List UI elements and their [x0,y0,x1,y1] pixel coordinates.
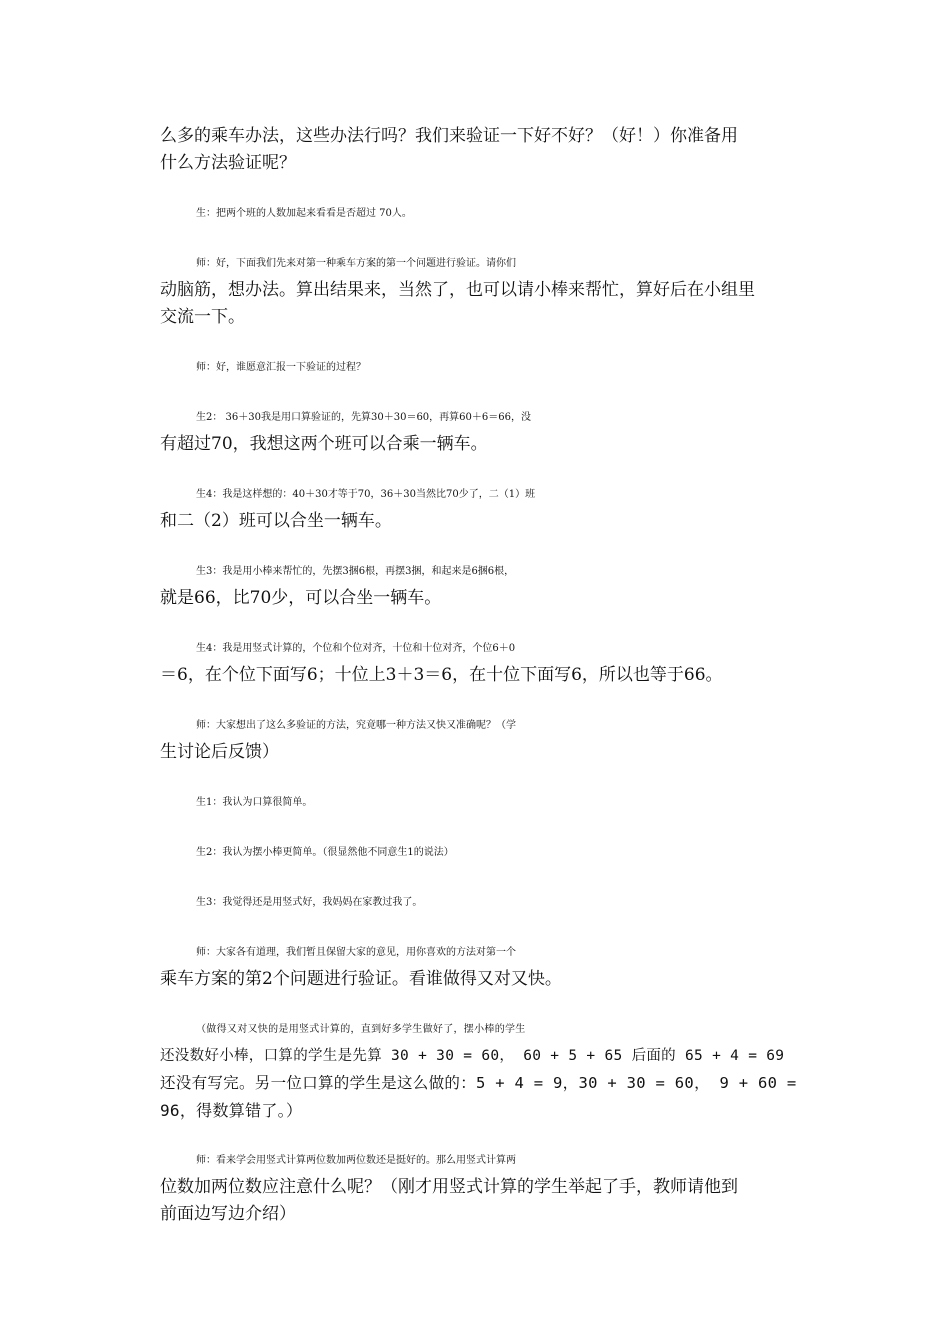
text-line: 生：把两个班的人数加起来看看是否超过 70人。 [196,208,412,219]
text-line: 还没数好小棒，口算的学生是先算 30 + 30 = 60， 60 + 5 + 65 后面的 65 + 4 = 69 [160,1048,785,1064]
paragraph-15 [160,1147,800,1228]
text-line: 生3：我觉得还是用竖式好，我妈妈在家教过我了。 [196,897,423,908]
text-line: 生3：我是用小棒来帮忙的，先摆3捆6根，再摆3捆，和起来是6捆6根， [196,566,515,577]
text-line: （做得又对又快的是用竖式计算的，直到好多学生做好了，摆小棒的学生 [196,1024,526,1035]
paragraph-13 [160,939,800,993]
paragraph-11 [160,839,800,866]
paragraph-14-observation [160,1016,800,1124]
text-line: 生1：我认为口算很简单。 [196,797,313,808]
text-line: 么多的乘车办法，这些办法行吗？我们来验证一下好不好？（好！）你准备用 [160,126,738,146]
text-line: 还没有写完。另一位口算的学生是这么做的：5 + 4 = 9，30 + 30 = 60， 9 + 60 = [160,1074,797,1092]
paragraph-5 [160,404,800,458]
text-line: 什么方法验证呢？ [160,153,296,173]
paragraph-12 [160,889,800,916]
text-line: 有超过70，我想这两个班可以合乘一辆车。 [160,434,488,454]
text-line: 96，得数算错了。） [160,1101,303,1120]
text-line: 生2： 36＋30我是用口算验证的，先算30＋30＝60，再算60＋6＝66，没 [196,412,531,423]
text-line: 位数加两位数应注意什么呢？（刚才用竖式计算的学生举起了手，教师请他到 [160,1177,738,1197]
text-line: 和二（2）班可以合坐一辆车。 [160,511,392,531]
text-line: 生4：我是这样想的：40＋30才等于70，36＋30当然比70少了，二（1）班 [196,489,536,500]
text-line: 动脑筋，想办法。算出结果来，当然了，也可以请小棒来帮忙，算好后在小组里 [160,280,755,300]
text-line: 师：好，下面我们先来对第一种乘车方案的第一个问题进行验证。请你们 [196,258,516,269]
text-line: 师：大家想出了这么多验证的方法，究竟哪一种方法又快又准确呢？（学 [196,720,516,731]
text-line: 生2：我认为摆小棒更简单。（很显然他不同意生1的说法） [196,847,454,858]
text-line: 乘车方案的第2个问题进行验证。看谁做得又对又快。 [160,969,562,989]
document-page [160,123,800,1251]
paragraph-9 [160,712,800,766]
paragraph-3 [160,250,800,331]
paragraph-8 [160,635,800,689]
text-line: 师：大家各有道理，我们暂且保留大家的意见，用你喜欢的方法对第一个 [196,947,516,958]
text-line: 生讨论后反馈） [160,742,279,762]
paragraph-2 [160,200,800,227]
paragraph-6 [160,481,800,535]
paragraph-7 [160,558,800,612]
text-line: 交流一下。 [160,307,245,327]
text-line: 前面边写边介绍） [160,1204,296,1224]
paragraph-10 [160,789,800,816]
text-line: 生4：我是用竖式计算的，个位和个位对齐，十位和十位对齐，个位6＋0 [196,643,516,654]
text-line: 就是66，比70少，可以合坐一辆车。 [160,588,442,608]
paragraph-1 [160,123,800,177]
text-line: 师：看来学会用竖式计算两位数加两位数还是挺好的。那么用竖式计算两 [196,1155,516,1166]
text-line: ＝6，在个位下面写6；十位上3＋3＝6，在十位下面写6，所以也等于66。 [160,665,723,685]
text-line: 师：好，谁愿意汇报一下验证的过程？ [196,362,366,373]
paragraph-4 [160,354,800,381]
